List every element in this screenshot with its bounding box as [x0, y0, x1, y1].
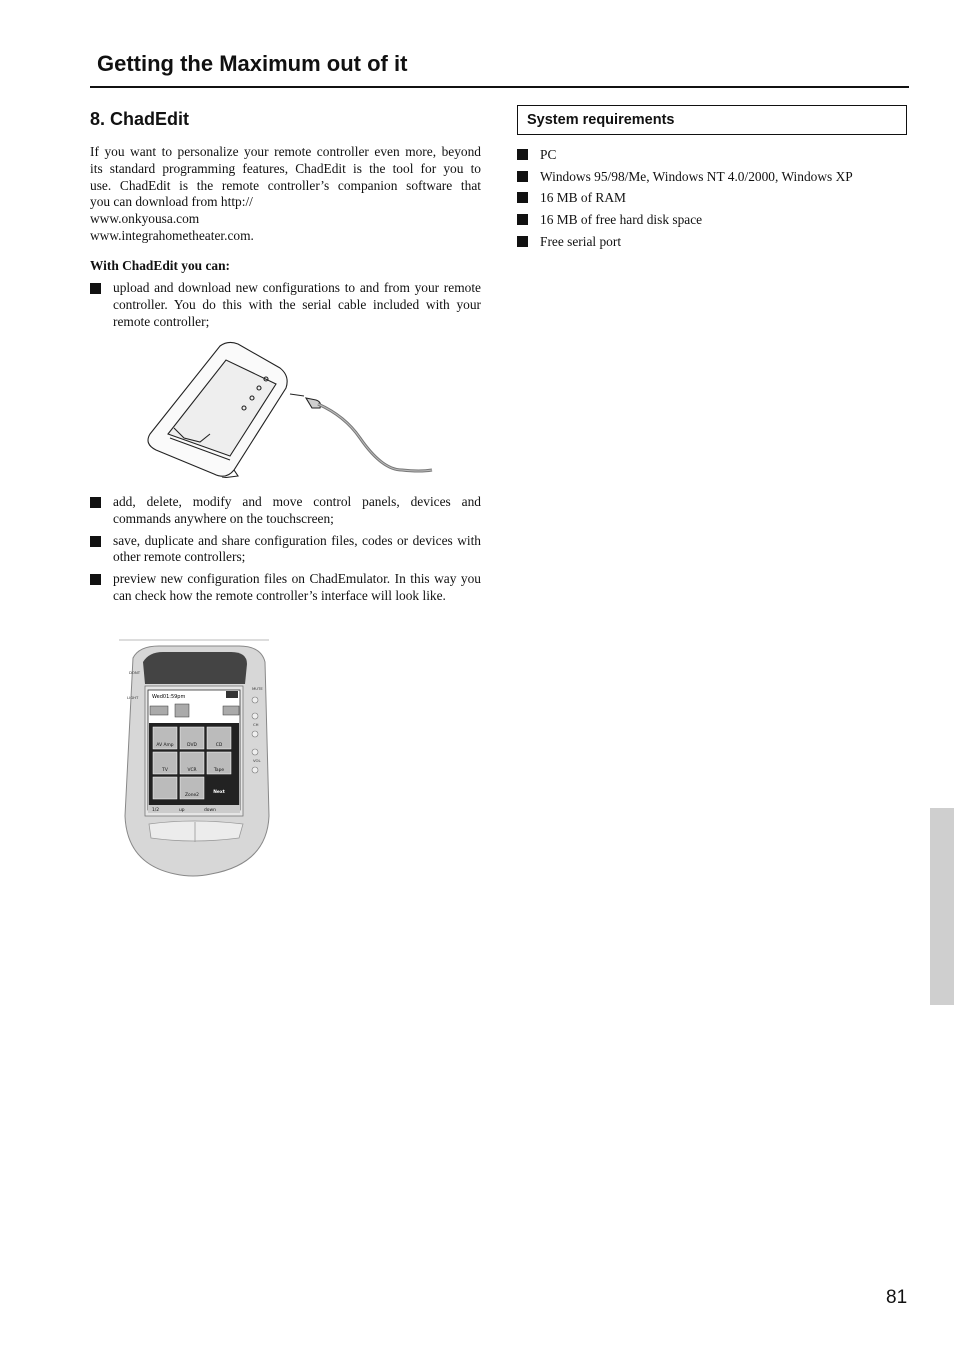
bullet-square-icon — [517, 171, 528, 182]
list-item-text: Windows 95/98/Me, Windows NT 4.0/2000, Windows XP — [540, 168, 853, 184]
intro-paragraph — [90, 144, 481, 245]
remote-side-label: CH — [253, 722, 259, 727]
system-requirements-box — [517, 105, 907, 135]
remote-footer-label: up — [179, 808, 185, 813]
list-item-text: save, duplicate and share configuration files, codes or devices with other remote controllers; — [113, 532, 481, 565]
intro-line: www.onkyousa.com — [90, 211, 200, 227]
remote-with-serial-cable-illustration — [140, 338, 435, 478]
list-item-text: upload and download new configurations to and from your remote controller. You do this with the serial cable included with your remote controller; — [113, 280, 481, 329]
page-number: 81 — [886, 1287, 908, 1308]
bullet-square-icon — [90, 536, 101, 547]
remote-footer-label: down — [204, 808, 216, 813]
remote-button-label: AV Amp — [156, 743, 174, 748]
intro-line: If you want to personalize your remote controller even more, beyond — [90, 144, 481, 159]
bullet-square-icon — [517, 149, 528, 160]
list-item-text: preview new configuration files on ChadEmulator. In this way you can check how the remote controller’s interface will look like. — [113, 571, 481, 603]
remote-footer-label: 1/2 — [152, 808, 160, 813]
list-item-text: 16 MB of free hard disk space — [540, 212, 703, 228]
list-item — [517, 189, 853, 211]
list-item — [90, 571, 481, 605]
remote-button-label: Zone2 — [185, 793, 199, 798]
remote-button-label: DVD — [187, 743, 197, 748]
system-requirements-list — [517, 146, 853, 254]
remote-button-label: VCR — [187, 768, 197, 773]
list-item — [90, 494, 481, 528]
list-item — [517, 168, 853, 190]
bullet-square-icon — [90, 283, 101, 294]
remote-side-label: LIGHT — [127, 695, 139, 700]
feature-list-bottom — [90, 494, 481, 610]
list-item-text: 16 MB of RAM — [540, 190, 626, 206]
list-item — [517, 146, 853, 168]
bullet-square-icon — [517, 236, 528, 247]
remote-side-label: DONT — [129, 670, 141, 675]
system-requirements-title: System requirements — [527, 112, 675, 128]
remote-side-label: VOL — [253, 758, 261, 763]
section-title: 8. ChadEdit — [90, 109, 190, 129]
remote-button-label: CD — [215, 743, 223, 748]
bullet-square-icon — [517, 214, 528, 225]
bullet-square-icon — [90, 574, 101, 585]
list-item-text: PC — [540, 147, 557, 162]
intro-line: its standard programming features, ChadEdit is the tool for you to — [90, 160, 481, 176]
remote-side-label: MUTE — [252, 686, 263, 691]
features-subheading: With ChadEdit you can: — [90, 258, 231, 273]
page-header-title: Getting the Maximum out of it — [97, 51, 408, 76]
list-item — [517, 211, 853, 233]
remote-button-label: TV — [162, 768, 168, 773]
list-item — [90, 280, 481, 330]
header-rule — [90, 86, 909, 88]
feature-list-top — [90, 280, 481, 335]
list-item — [90, 533, 481, 567]
list-item-text: Free serial port — [540, 233, 622, 249]
chademulator-remote-illustration — [119, 638, 271, 880]
bullet-square-icon — [517, 192, 528, 203]
list-item — [517, 233, 853, 255]
intro-line: you can download from http:// — [90, 194, 253, 210]
side-thumb-tab — [930, 808, 954, 1005]
list-item-text: add, delete, modify and move control panels, devices and commands anywhere on the touchscreen; — [113, 494, 481, 526]
bullet-square-icon — [90, 497, 101, 508]
remote-button-label: Next — [213, 790, 225, 795]
remote-button-label: Tape — [213, 768, 225, 773]
intro-line: www.integrahometheater.com. — [90, 227, 254, 243]
remote-clock: Wed01:59pm — [152, 694, 186, 700]
intro-line: use. ChadEdit is the remote controller’s companion software that — [90, 177, 481, 193]
